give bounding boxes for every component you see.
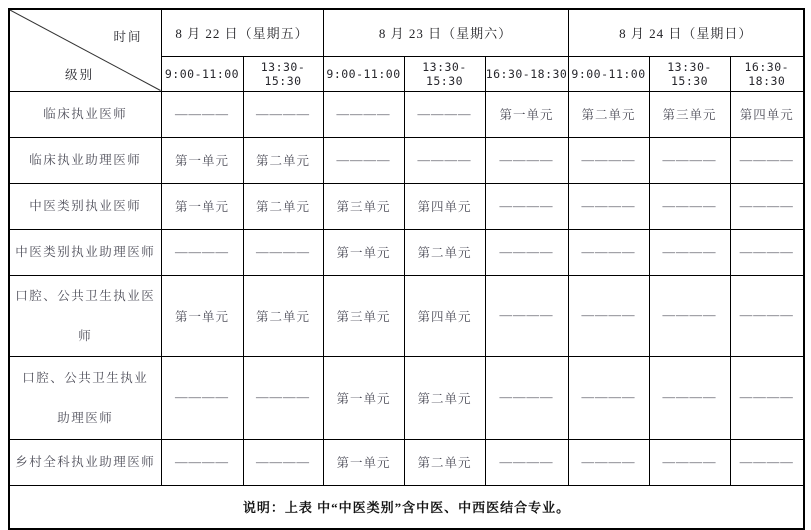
schedule-cell: ———— [243, 229, 323, 275]
schedule-cell: ———— [161, 356, 243, 439]
schedule-cell: ———— [730, 439, 804, 485]
schedule-cell: ———— [568, 356, 649, 439]
schedule-cell: 第三单元 [649, 91, 730, 137]
time-header-1: 13:30-15:30 [243, 56, 323, 91]
date-header-aug23: 8 月 23 日（星期六） [323, 9, 568, 56]
schedule-cell: ———— [649, 356, 730, 439]
schedule-cell: 第二单元 [243, 183, 323, 229]
schedule-cell: 第三单元 [323, 183, 404, 229]
schedule-cell: ———— [568, 183, 649, 229]
schedule-cell: ———— [730, 275, 804, 356]
table-row-rural-general-assistant [9, 439, 804, 485]
schedule-cell: ———— [649, 439, 730, 485]
date-header-aug22: 8 月 22 日（星期五） [161, 9, 323, 56]
schedule-cell: 第一单元 [161, 275, 243, 356]
schedule-cell: ———— [730, 356, 804, 439]
table-row-dental-public-health-assistant [9, 356, 804, 439]
table-note: 说明：上表 中“中医类别”含中医、中西医结合专业。 [9, 485, 804, 529]
corner-level-label: 级别 [65, 67, 95, 82]
table-row-dental-public-health-physician [9, 275, 804, 356]
schedule-cell: 第一单元 [323, 356, 404, 439]
row-label: 中医类别执业医师 [9, 183, 161, 229]
schedule-cell: ———— [485, 229, 568, 275]
schedule-cell: 第二单元 [404, 229, 485, 275]
table-row-tcm-physician [9, 183, 804, 229]
schedule-cell: 第一单元 [161, 183, 243, 229]
table-row-clinical-assistant [9, 137, 804, 183]
schedule-cell: ———— [323, 137, 404, 183]
schedule-cell: 第二单元 [568, 91, 649, 137]
table-row-tcm-assistant [9, 229, 804, 275]
schedule-cell: ———— [730, 137, 804, 183]
schedule-cell: 第四单元 [404, 275, 485, 356]
schedule-cell: ———— [485, 275, 568, 356]
row-label: 中医类别执业助理医师 [9, 229, 161, 275]
schedule-cell: ———— [568, 439, 649, 485]
time-header-4: 16:30-18:30 [485, 56, 568, 91]
corner-header-cell [9, 9, 161, 91]
table-row-clinical-physician [9, 91, 804, 137]
schedule-cell: ———— [323, 91, 404, 137]
schedule-cell: ———— [649, 229, 730, 275]
time-header-5: 9:00-11:00 [568, 56, 649, 91]
schedule-cell: 第二单元 [404, 356, 485, 439]
time-header-3: 13:30-15:30 [404, 56, 485, 91]
schedule-cell: ———— [243, 91, 323, 137]
schedule-cell: 第二单元 [404, 439, 485, 485]
schedule-cell: ———— [730, 183, 804, 229]
schedule-cell: ———— [243, 356, 323, 439]
schedule-cell: 第三单元 [323, 275, 404, 356]
exam-schedule-table [8, 8, 805, 530]
schedule-cell: ———— [568, 137, 649, 183]
corner-time-label: 时间 [113, 30, 143, 44]
schedule-cell: ———— [568, 275, 649, 356]
row-label: 口腔、公共卫生执业医师 [9, 275, 161, 356]
time-header-2: 9:00-11:00 [323, 56, 404, 91]
schedule-cell: ———— [485, 439, 568, 485]
time-header-0: 9:00-11:00 [161, 56, 243, 91]
schedule-cell: ———— [485, 356, 568, 439]
schedule-cell: 第四单元 [730, 91, 804, 137]
row-label: 临床执业医师 [9, 91, 161, 137]
schedule-cell: ———— [161, 229, 243, 275]
schedule-cell: ———— [730, 229, 804, 275]
schedule-cell: ———— [649, 183, 730, 229]
schedule-cell: 第二单元 [243, 275, 323, 356]
date-header-aug24: 8 月 24 日（星期日） [568, 9, 804, 56]
schedule-cell: ———— [243, 439, 323, 485]
schedule-cell: ———— [161, 439, 243, 485]
schedule-cell: 第四单元 [404, 183, 485, 229]
schedule-cell: ———— [485, 183, 568, 229]
schedule-cell: 第一单元 [323, 439, 404, 485]
schedule-cell: 第一单元 [323, 229, 404, 275]
schedule-cell: 第二单元 [243, 137, 323, 183]
schedule-cell: 第一单元 [161, 137, 243, 183]
schedule-cell: ———— [161, 91, 243, 137]
schedule-cell: ———— [404, 137, 485, 183]
schedule-cell: ———— [485, 137, 568, 183]
schedule-cell: 第一单元 [485, 91, 568, 137]
row-label: 乡村全科执业助理医师 [9, 439, 161, 485]
row-label: 口腔、公共卫生执业 助理医师 [9, 356, 161, 439]
row-label: 临床执业助理医师 [9, 137, 161, 183]
schedule-cell: ———— [649, 275, 730, 356]
note-row [9, 485, 804, 529]
time-header-7: 16:30-18:30 [730, 56, 804, 91]
date-header-row [9, 9, 804, 56]
time-header-6: 13:30-15:30 [649, 56, 730, 91]
schedule-cell: ———— [568, 229, 649, 275]
schedule-cell: ———— [649, 137, 730, 183]
schedule-cell: ———— [404, 91, 485, 137]
